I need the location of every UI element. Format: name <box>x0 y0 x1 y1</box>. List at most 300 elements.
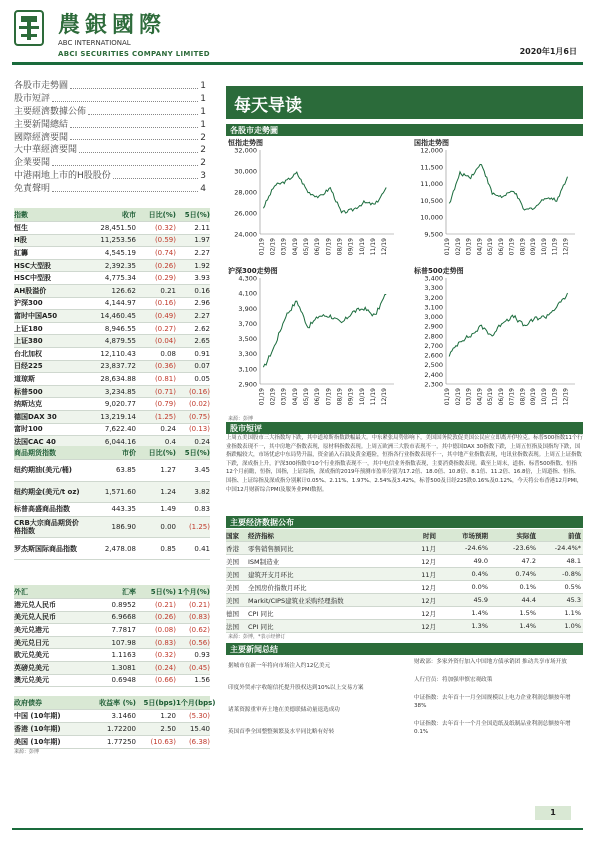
chart-hscei <box>412 146 583 264</box>
table-cell: 英磅兑美元 <box>14 663 49 672</box>
eco-cell: -23.6% <box>513 544 536 552</box>
x-tick-label: 01/19 <box>258 238 266 256</box>
news-right <box>414 658 582 746</box>
page-number: 1 <box>535 806 571 820</box>
x-tick-label: 12/19 <box>562 388 570 406</box>
chart-hsi <box>226 146 402 264</box>
eco-cell: 1.0% <box>564 622 581 630</box>
news-left <box>228 662 408 750</box>
table-row <box>14 538 210 560</box>
table-cell: (0.56) <box>188 638 210 647</box>
y-tick-label: 30,000 <box>234 167 257 176</box>
daily-guide-banner: 每天导读 <box>226 86 583 119</box>
table-row <box>14 235 210 248</box>
table-cell: HSC大型股 <box>14 261 52 270</box>
table-row <box>14 736 210 749</box>
x-tick-label: 04/19 <box>291 388 299 406</box>
eco-cell: 11月 <box>421 570 436 579</box>
table-cell: 6.9668 <box>111 613 136 622</box>
table-cell: 63.85 <box>115 466 136 475</box>
table-cell: (0.29) <box>154 274 176 283</box>
eco-cell: CPI 同比 <box>248 609 274 618</box>
table-cell: AH股溢价 <box>14 286 47 295</box>
y-tick-label: 2,800 <box>424 332 443 341</box>
table-cell: 1,571.60 <box>104 487 136 496</box>
table-cell: 0.8952 <box>111 600 136 609</box>
x-tick-label: 09/19 <box>347 238 355 256</box>
table-cell: 沪深300 <box>14 299 43 308</box>
table-cell: (0.49) <box>154 311 176 320</box>
table-cell: 纽约期金(美元/t oz) <box>14 487 80 496</box>
table-cell: 澳元兑美元 <box>14 676 49 685</box>
column-header: 1个月(bps) <box>176 698 216 707</box>
toc-item-page: 3 <box>200 171 206 182</box>
x-tick-label: 08/19 <box>519 238 527 256</box>
eco-cell: 建筑开支月环比 <box>248 570 294 579</box>
table-cell: 1.27 <box>160 466 176 475</box>
eco-cell: 12月 <box>421 622 436 631</box>
toc-item-title: 免責聲明 <box>14 184 51 195</box>
eco-cell: 47.2 <box>521 557 536 565</box>
table-row <box>14 424 210 437</box>
table-cell: (0.74) <box>154 248 176 257</box>
table-cell: 标普高盛商品指数 <box>14 505 70 514</box>
chart-title-hscei: 国指走势图 <box>414 139 449 147</box>
x-tick-label: 07/19 <box>508 388 516 406</box>
y-tick-label: 26,000 <box>234 209 257 218</box>
x-tick-label: 12/19 <box>381 388 389 406</box>
commodities-table <box>14 446 210 560</box>
table-cell: 1.97 <box>194 236 210 245</box>
table-cell: (0.13) <box>188 425 210 434</box>
x-tick-label: 10/19 <box>358 388 366 406</box>
toc-item-page: 4 <box>200 184 206 195</box>
x-tick-label: 10/19 <box>540 388 548 406</box>
table-cell: (0.83) <box>188 613 210 622</box>
eco-cell: 0.4% <box>471 570 488 578</box>
eco-cell: 美国 <box>226 557 239 566</box>
toc-item-title: 主要新聞總結 <box>14 119 69 130</box>
toc-item-page: 2 <box>200 158 206 169</box>
table-of-contents <box>14 80 206 196</box>
eco-row <box>226 542 583 555</box>
table-cell: 1.3081 <box>111 663 136 672</box>
eco-cell: 法国 <box>226 622 239 631</box>
eco-cell: -0.8% <box>562 570 581 578</box>
table-cell: 2.50 <box>160 725 176 733</box>
column-header: 日比(%) <box>148 448 176 457</box>
table-cell: 3.93 <box>194 274 210 283</box>
table-cell: 0.24 <box>160 425 176 434</box>
eco-row <box>226 555 583 568</box>
y-tick-label: 10,000 <box>420 213 443 222</box>
fx-table <box>14 585 210 687</box>
table-row <box>14 222 210 235</box>
table-cell: 4,879.55 <box>104 337 136 346</box>
toc-item[interactable] <box>14 80 206 93</box>
toc-item-title: 大中華經濟要聞 <box>14 145 78 156</box>
table-row <box>14 386 210 399</box>
chart-title-csi300: 沪深300走势图 <box>228 267 278 275</box>
x-tick-label: 03/19 <box>465 238 473 256</box>
eco-cell: 1.5% <box>519 609 536 617</box>
table-cell: (1.25) <box>154 412 176 421</box>
x-tick-label: 12/19 <box>381 238 389 256</box>
company-name-securities: ABCI SECURITIES COMPANY LIMITED <box>58 50 210 58</box>
table-cell: 道琼斯 <box>14 374 35 383</box>
bonds-source: 来源：彭博 <box>14 749 40 755</box>
table-cell: 2,478.08 <box>104 544 136 553</box>
x-tick-label: 01/19 <box>258 388 266 406</box>
table-cell: 1.56 <box>194 676 210 685</box>
y-tick-label: 9,500 <box>424 230 443 239</box>
table-cell: 12,110.43 <box>100 349 136 358</box>
news-item[interactable]: 财政部：多家外资行加入中国地方债承销团 推动共享市场开放 <box>414 659 567 665</box>
y-tick-label: 11,000 <box>420 180 443 189</box>
table-cell: (1.25) <box>188 522 210 531</box>
eco-cell: CPI 同比 <box>248 622 274 631</box>
x-tick-label: 09/19 <box>530 238 538 256</box>
news-item[interactable]: 印度外贸赤字收缩信托提升股权达到10%以上交易方案 <box>228 685 364 691</box>
table-cell: 恒生 <box>14 223 28 232</box>
table-cell: 罗杰斯国际商品指数 <box>14 544 77 553</box>
x-tick-label: 10/19 <box>540 238 548 256</box>
table-cell: (0.32) <box>154 651 176 660</box>
table-cell: 2.27 <box>194 248 210 257</box>
toc-dots <box>70 80 198 89</box>
table-cell: HSC中型股 <box>14 274 52 283</box>
table-cell: (0.21) <box>188 600 210 609</box>
table-cell: 186.90 <box>111 522 136 531</box>
table-cell: (0.45) <box>188 663 210 672</box>
toc-item-page: 1 <box>200 93 206 104</box>
x-tick-label: 09/19 <box>530 388 538 406</box>
table-cell: 美元兑人民币 <box>14 613 56 622</box>
x-tick-label: 02/19 <box>454 388 462 406</box>
table-cell: H股 <box>14 236 27 245</box>
table-row <box>14 624 210 637</box>
x-tick-label: 06/19 <box>314 238 322 256</box>
table-cell: (0.08) <box>154 625 176 634</box>
x-tick-label: 05/19 <box>303 388 311 406</box>
table-row <box>14 460 210 482</box>
toc-item[interactable] <box>14 157 206 170</box>
y-tick-label: 11,500 <box>420 163 443 172</box>
table-cell: 2.62 <box>194 324 210 333</box>
table-row <box>14 411 210 424</box>
y-tick-label: 28,000 <box>234 188 257 197</box>
news-item[interactable]: 人行官员：将加强审慎宏观政策 <box>414 677 493 683</box>
table-cell: 4,144.97 <box>104 299 136 308</box>
column-header: 市价 <box>122 448 136 457</box>
column-header: 5日(bps) <box>143 698 176 707</box>
table-row <box>14 361 210 374</box>
x-tick-label: 11/19 <box>370 388 378 406</box>
eco-row <box>226 594 583 607</box>
table-cell: 0.07 <box>194 362 210 371</box>
table-cell: (6.38) <box>188 738 210 746</box>
table-cell: 美元兑港元 <box>14 625 49 634</box>
table-cell: 0.91 <box>194 349 210 358</box>
y-tick-label: 2,500 <box>424 361 443 370</box>
column-header: 日比(%) <box>148 210 176 219</box>
commentary-section-header: 股市短评 <box>226 422 583 434</box>
toc-dots <box>52 183 198 192</box>
toc-item-title: 企業要聞 <box>14 158 51 169</box>
x-tick-label: 08/19 <box>519 388 527 406</box>
table-cell: (5.30) <box>188 712 210 720</box>
table-cell: 7,622.40 <box>104 425 136 434</box>
x-tick-label: 08/19 <box>336 388 344 406</box>
table-cell: 1.72200 <box>107 725 136 733</box>
y-tick-label: 3,300 <box>424 284 443 293</box>
y-tick-label: 2,900 <box>238 380 257 389</box>
chart-title-hsi: 恒指走势图 <box>228 139 263 147</box>
table-cell: 9,020.77 <box>104 400 136 409</box>
x-tick-label: 07/19 <box>508 238 516 256</box>
column-header: 5日(%) <box>184 210 210 219</box>
table-row <box>14 348 210 361</box>
table-cell: 上证180 <box>14 324 43 333</box>
toc-item[interactable] <box>14 119 206 132</box>
column-header: 经济指标 <box>248 531 274 540</box>
y-tick-label: 32,000 <box>234 146 257 155</box>
y-tick-label: 4,100 <box>238 289 257 298</box>
toc-item[interactable] <box>14 132 206 145</box>
news-item[interactable]: 中证指数：去年首十一个月全国造纸及纸制品业利润总额按年增0.1% <box>414 721 571 735</box>
table-cell: (10.63) <box>150 738 176 746</box>
x-tick-label: 05/19 <box>487 238 495 256</box>
eco-cell: 1.1% <box>564 609 581 617</box>
table-row <box>14 612 210 625</box>
table-row <box>14 285 210 298</box>
eco-cell: 11月 <box>421 544 436 553</box>
x-tick-label: 02/19 <box>269 388 277 406</box>
y-tick-label: 2,300 <box>424 380 443 389</box>
eco-cell: 零售销售额同比 <box>248 544 294 553</box>
table-cell: 0.83 <box>194 505 210 514</box>
column-header: 汇率 <box>122 587 136 596</box>
chart-source: 来源：彭博 <box>228 416 254 422</box>
table-cell: 1.1163 <box>111 651 136 660</box>
table-cell: 443.35 <box>111 505 136 514</box>
column-header: 5日(%) <box>150 587 176 596</box>
news-item[interactable]: 据城市在新一年将向市场注入约12亿美元 <box>228 663 331 669</box>
table-row <box>14 272 210 285</box>
table-cell: CRB大宗商品期货价格指数 <box>14 518 79 535</box>
toc-item[interactable] <box>14 106 206 119</box>
series-line <box>263 295 386 368</box>
table-row <box>14 675 210 688</box>
table-cell: 0.85 <box>160 544 176 553</box>
toc-item[interactable] <box>14 170 206 183</box>
table-cell: 3.1460 <box>111 712 136 720</box>
eco-cell: 0.74% <box>515 570 536 578</box>
toc-item-page: 2 <box>200 132 206 143</box>
column-header: 市场预期 <box>462 531 488 540</box>
news-item[interactable]: 诸莱资源重审弃土地在美德联储动量退选成功 <box>228 707 340 713</box>
table-cell: 2.27 <box>194 311 210 320</box>
x-tick-label: 11/19 <box>551 238 559 256</box>
toc-item-page: 2 <box>200 145 206 156</box>
x-tick-label: 01/19 <box>444 238 452 256</box>
table-row <box>14 637 210 650</box>
header-divider <box>12 62 583 65</box>
company-name-cn: 農銀國際 <box>58 12 167 38</box>
eco-cell: 0.0% <box>471 583 488 591</box>
y-tick-label: 2,600 <box>424 351 443 360</box>
series-line <box>263 172 386 213</box>
table-cell: 0.21 <box>160 286 176 295</box>
toc-item[interactable] <box>14 93 206 106</box>
table-cell: 富时中国A50 <box>14 311 58 320</box>
table-row <box>14 649 210 662</box>
table-cell: (0.83) <box>154 638 176 647</box>
table-cell: 0.93 <box>194 651 210 660</box>
abc-logo-icon <box>14 10 44 46</box>
column-header: 指數 <box>14 210 28 219</box>
x-tick-label: 04/19 <box>476 238 484 256</box>
toc-dots <box>88 106 198 115</box>
eco-cell: ISM制造业 <box>248 557 280 566</box>
table-cell: (0.02) <box>188 400 210 409</box>
fx-header-row <box>14 585 210 599</box>
table-cell: 香港 (10年期) <box>14 725 61 733</box>
eco-cell: 美国 <box>226 570 239 579</box>
table-cell: 1.77250 <box>107 738 136 746</box>
table-row <box>14 335 210 348</box>
toc-item[interactable] <box>14 183 206 196</box>
x-tick-label: 01/19 <box>444 388 452 406</box>
table-cell: 美元兑日元 <box>14 638 49 647</box>
table-cell: (0.24) <box>154 663 176 672</box>
table-cell: 1.49 <box>160 505 176 514</box>
series-line <box>449 164 567 210</box>
y-tick-label: 2,700 <box>424 341 443 350</box>
table-cell: 107.98 <box>111 638 136 647</box>
y-tick-label: 24,000 <box>234 230 257 239</box>
table-cell: 0.41 <box>194 544 210 553</box>
table-row <box>14 310 210 323</box>
table-cell: 1.92 <box>194 261 210 270</box>
table-cell: (0.27) <box>154 324 176 333</box>
table-row <box>14 373 210 386</box>
eco-row <box>226 568 583 581</box>
toc-dots <box>70 132 198 141</box>
eco-cell: 45.3 <box>566 596 581 604</box>
x-tick-label: 08/19 <box>336 238 344 256</box>
table-cell: 3,234.85 <box>104 387 136 396</box>
eco-cell: 0.5% <box>564 583 581 591</box>
table-cell: 2.65 <box>194 337 210 346</box>
y-tick-label: 3,200 <box>424 293 443 302</box>
y-tick-label: 4,300 <box>238 274 257 283</box>
footer-divider <box>12 828 583 830</box>
table-cell: 标普500 <box>14 387 43 396</box>
table-cell: (0.26) <box>154 261 176 270</box>
table-cell: 8,946.55 <box>104 324 136 333</box>
series-line <box>449 293 567 357</box>
x-tick-label: 09/19 <box>347 388 355 406</box>
commodities-header-row <box>14 446 210 460</box>
eco-cell: 12月 <box>421 609 436 618</box>
table-row <box>14 723 210 736</box>
column-header: 收市 <box>122 210 136 219</box>
chart-csi300 <box>226 274 402 414</box>
eco-cell: 德国 <box>226 609 239 618</box>
column-header: 商品期货指数 <box>14 448 56 457</box>
table-cell: 0.6948 <box>111 676 136 685</box>
column-header: 5日(%) <box>184 448 210 457</box>
y-tick-label: 2,400 <box>424 370 443 379</box>
table-cell: (0.16) <box>188 387 210 396</box>
y-tick-label: 3,400 <box>424 274 443 283</box>
table-cell: 28,634.88 <box>100 374 136 383</box>
news-item[interactable]: 英国首季全国整整频繁及水平同比略有好转 <box>228 729 335 735</box>
eco-cell: 1.3% <box>471 622 488 630</box>
table-cell: (0.04) <box>154 337 176 346</box>
y-tick-label: 10,500 <box>420 196 443 205</box>
table-row <box>14 247 210 260</box>
x-tick-label: 10/19 <box>358 238 366 256</box>
eco-cell: 香港 <box>226 544 239 553</box>
table-cell: 0.05 <box>194 374 210 383</box>
y-tick-label: 12,000 <box>420 146 443 155</box>
table-cell: (0.36) <box>154 362 176 371</box>
table-cell: 0.16 <box>194 286 210 295</box>
table-cell: 14,460.45 <box>100 311 136 320</box>
table-cell: 中国 (10年期) <box>14 712 61 720</box>
x-tick-label: 05/19 <box>303 238 311 256</box>
table-cell: 28,451.50 <box>100 223 136 232</box>
table-cell: 富时100 <box>14 425 43 434</box>
y-tick-label: 3,100 <box>424 303 443 312</box>
eco-cell: 49.0 <box>473 557 488 565</box>
table-cell: 日经225 <box>14 362 43 371</box>
toc-dots <box>113 170 198 179</box>
eco-cell: -24.6% <box>465 544 488 552</box>
table-cell: 7.7817 <box>111 625 136 634</box>
report-date: 2020年1月6日 <box>519 47 577 56</box>
indices-header-row <box>14 208 210 222</box>
column-header: 实际值 <box>516 531 536 540</box>
table-cell: 0.08 <box>160 349 176 358</box>
table-cell: 3.82 <box>194 487 210 496</box>
x-tick-label: 03/19 <box>465 388 473 406</box>
x-tick-label: 05/19 <box>487 388 495 406</box>
table-row <box>14 662 210 675</box>
eco-source: 来源：彭博，*表示经修订 <box>228 634 286 640</box>
eco-cell: 0.1% <box>519 583 536 591</box>
column-header: 前值 <box>568 531 581 540</box>
table-cell: 美国 (10年期) <box>14 738 61 746</box>
table-cell: (0.59) <box>154 236 176 245</box>
table-cell: 3.45 <box>194 466 210 475</box>
table-cell: 德国DAX 30 <box>14 412 57 421</box>
toc-item[interactable] <box>14 144 206 157</box>
eco-cell: 美国 <box>226 596 239 605</box>
news-item[interactable]: 中证指数：去年首十一月全国规模以上电力企业利润总额按年增38% <box>414 695 571 709</box>
toc-item-title: 股市短評 <box>14 93 51 104</box>
x-tick-label: 04/19 <box>291 238 299 256</box>
eco-cell: Markit/CIPS建筑业采购经理指数 <box>248 596 344 605</box>
table-cell: 0.4 <box>164 437 176 446</box>
y-tick-label: 3,700 <box>238 319 257 328</box>
table-cell: 欧元兑美元 <box>14 651 49 660</box>
y-tick-label: 3,300 <box>238 350 257 359</box>
x-tick-label: 06/19 <box>497 238 505 256</box>
y-tick-label: 3,000 <box>424 313 443 322</box>
